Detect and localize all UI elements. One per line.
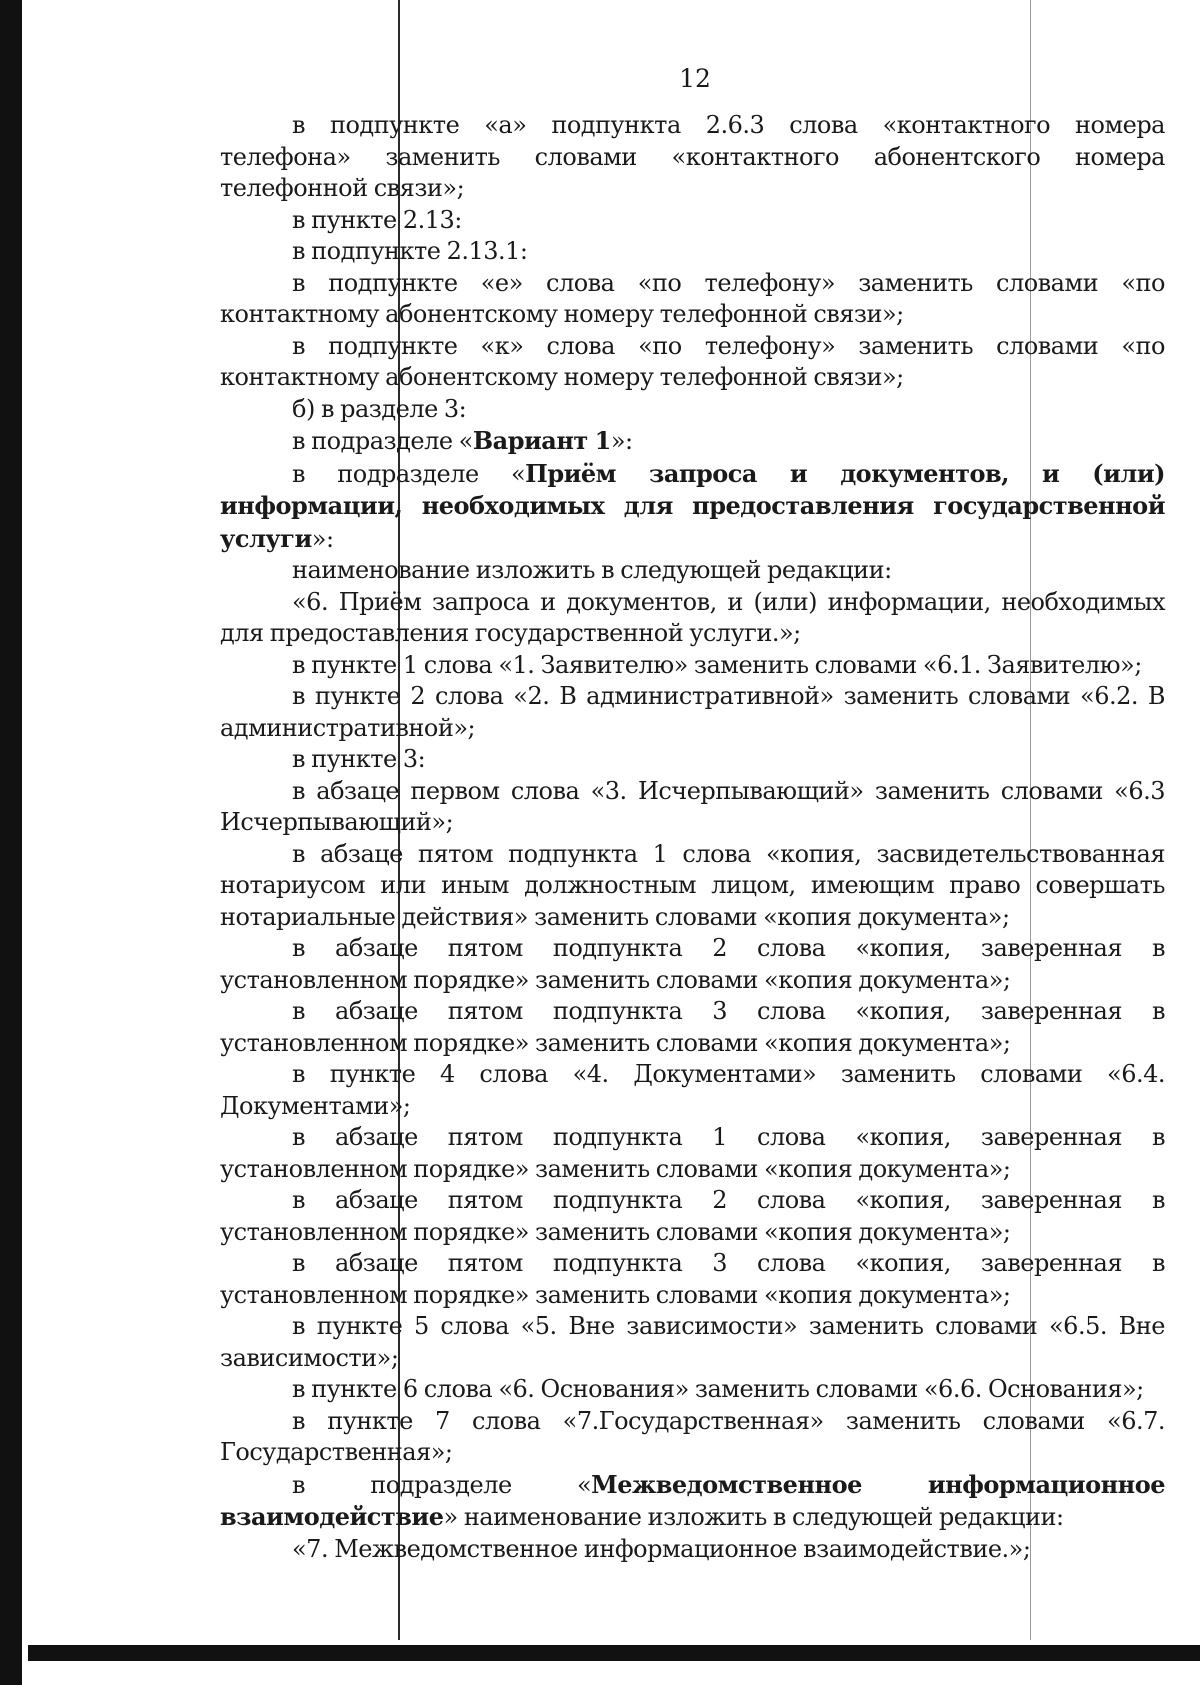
paragraph-variant-heading [220,425,1165,458]
paragraph: в подпункте 2.13.1: [292,237,528,265]
paragraph: в подпункте «к» слова «по телефону» заменить словами «по контактному абонентскому номеру телефонной связи»; [220,331,1165,391]
text-run: в подразделе « [292,459,526,488]
paragraph: наименование изложить в следующей редакции: [292,556,892,584]
paragraph-subsection-heading [220,458,1165,556]
paragraph: в абзаце пятом подпункта 1 слова «копия, засвидетельствованная нотариусом или иным должностным лицом, имеющим право совершать нотариальные действия» заменить словами «копия документа»; [220,839,1165,931]
paragraph: в пункте 3: [292,745,426,773]
paragraph: «6. Приём запроса и документов, и (или) информации, необходимых для предоставления государственной услуги.»; [220,587,1165,647]
paragraph: в пункте 6 слова «6. Основания» заменить словами «6.6. Основания»; [292,1375,1144,1403]
paragraph: б) в разделе 3: [292,394,467,423]
paragraph: в пункте 4 слова «4. Документами» заменить словами «6.4. Документами»; [220,1060,1165,1120]
paragraph: в пункте 1 слова «1. Заявителю» заменить словами «6.1. Заявителю»; [292,650,1142,679]
bold-title: Вариант 1 [472,426,611,455]
text-run: »: [311,524,334,553]
paragraph: в пункте 5 слова «5. Вне зависимости» заменить словами «6.5. Вне зависимости»; [220,1312,1165,1372]
paragraph: в абзаце пятом подпункта 2 слова «копия, заверенная в установленном порядке» заменить словами «копия документа»; [220,1186,1165,1246]
paragraph: «7. Межведомственное информационное взаимодействие.»; [292,1534,1031,1563]
paragraph: в подпункте «а» подпункта 2.6.3 слова «контактного номера телефона» заменить словами «контактного абонентского номера телефонной связи»; [220,111,1165,202]
paragraph-subsection-heading [220,1469,1165,1534]
text-run: » наименование изложить в следующей редакции: [443,1503,1064,1531]
text-run: в подразделе « [292,427,473,455]
paragraph: в абзаце пятом подпункта 1 слова «копия, заверенная в установленном порядке» заменить словами «копия документа»; [220,1123,1165,1183]
paragraph: в пункте 2.13: [292,205,462,234]
document-body [220,110,1165,1565]
paragraph: в абзаце пятом подпункта 2 слова «копия, заверенная в установленном порядке» заменить словами «копия документа»; [220,934,1165,994]
paragraph: в подпункте «е» слова «по телефону» заменить словами «по контактному абонентскому номеру телефонной связи»; [220,268,1165,328]
paragraph: в абзаце пятом подпункта 3 слова «копия, заверенная в установленном порядке» заменить словами «копия документа»; [220,1249,1165,1309]
bold-title: Межведомственное информационное взаимодействие [220,1469,1165,1531]
paragraph: в пункте 7 слова «7.Государственная» заменить словами «6.7. Государственная»; [220,1406,1165,1466]
paragraph: в пункте 2 слова «2. В административной» заменить словами «6.2. В административной»; [220,682,1165,742]
bold-title: Приём запроса и документов, и (или) информации, необходимых для предоставления государственной услуги [220,458,1166,553]
text-run: »: [610,427,633,455]
text-run: в подразделе « [292,1470,592,1499]
page-number: 12 [679,64,711,93]
paragraph: в абзаце пятом подпункта 3 слова «копия, заверенная в установленном порядке» заменить словами «копия документа»; [220,997,1165,1057]
scan-left-border [0,0,22,1685]
scan-bottom-border [28,1645,1200,1661]
paragraph: в абзаце первом слова «3. Исчерпывающий» заменить словами «6.3 Исчерпывающий»; [220,776,1165,836]
